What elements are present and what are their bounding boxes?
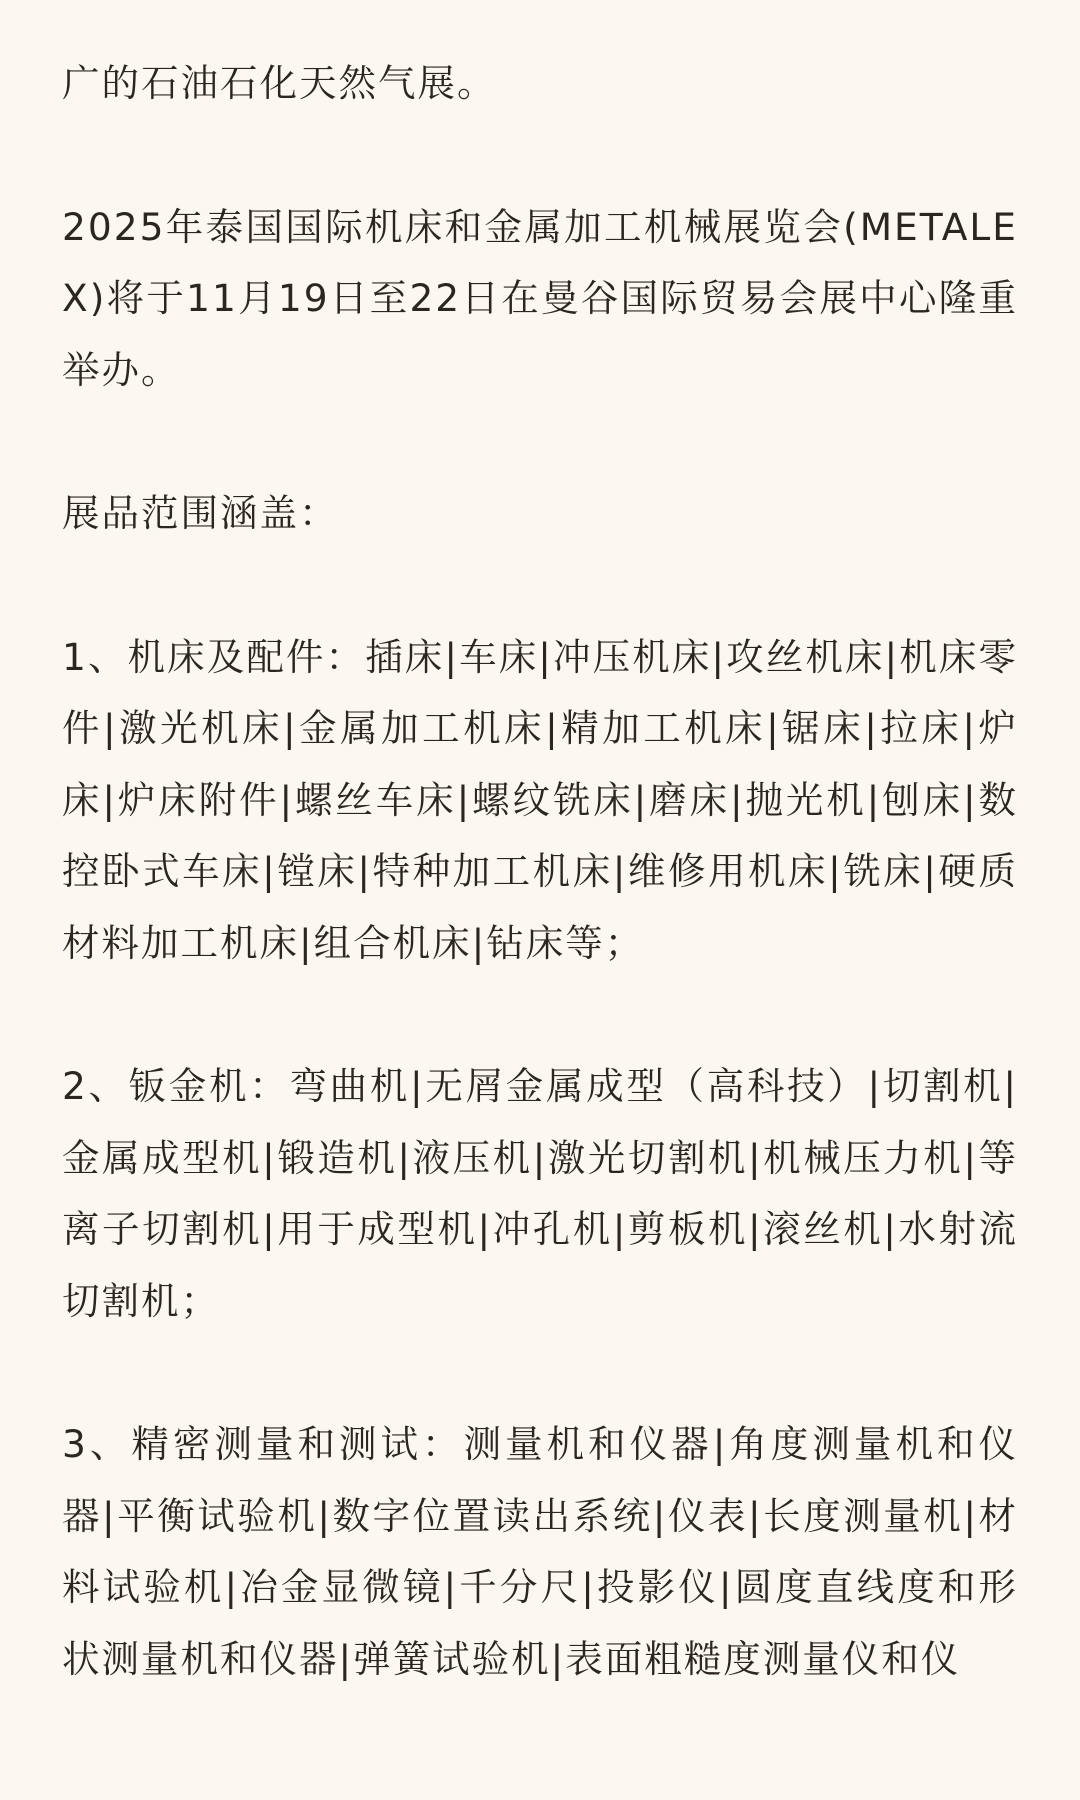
paragraph-metalex-announcement: 2025年泰国国际机床和金属加工机械展览会(METALEX)将于11月19日至22日在曼谷国际贸易会展中心隆重举办。 (62, 204, 1018, 392)
paragraph-exhibit-scope-heading: 展品范围涵盖： (62, 491, 339, 535)
paragraph-expo-intro: 广的石油石化天然气展。 (62, 61, 497, 105)
article-body (62, 48, 1018, 1767)
paragraph-sheet-metal: 2、钣金机：弯曲机|无屑金属成型（高科技）|切割机|金属成型机|锻造机|液压机|激光切割机|机械压力机|等离子切割机|用于成型机|冲孔机|剪板机|滚丝机|水射流切割机； (62, 1064, 1018, 1323)
paragraph-precision-measurement: 3、精密测量和测试：测量机和仪器|角度测量机和仪器|平衡试验机|数字位置读出系统|仪表|长度测量机|材料试验机|冶金显微镜|千分尺|投影仪|圆度直线度和形状测量机和仪器|弹簧试验机|表面粗糙度测量仪和仪 (62, 1422, 1018, 1681)
paragraph-machine-tools: 1、机床及配件：插床|车床|冲压机床|攻丝机床|机床零件|激光机床|金属加工机床|精加工机床|锯床|拉床|炉床|炉床附件|螺丝车床|螺纹铣床|磨床|抛光机|刨床|数控卧式车床|镗床|特种加工机床|维修用机床|铣床|硬质材料加工机床|组合机床|钻床等； (62, 634, 1018, 965)
